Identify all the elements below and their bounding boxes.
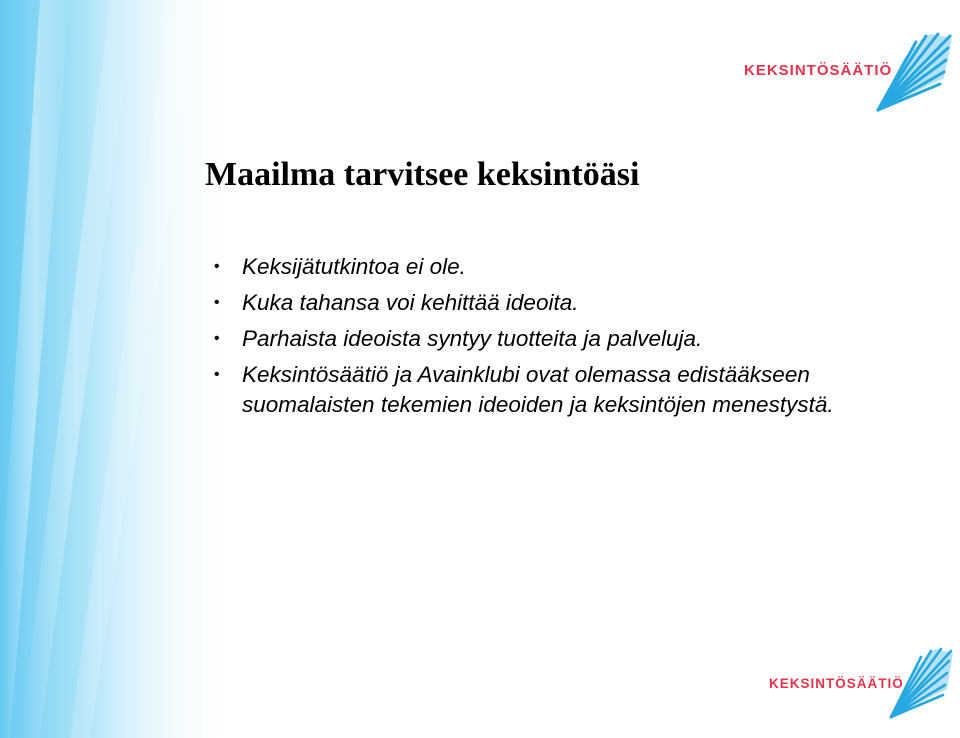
bullet-item <box>214 324 914 354</box>
bullet-item <box>214 288 914 318</box>
logo-wordmark: KEKSINTÖSÄÄTIÖ <box>769 676 904 691</box>
bullet-text: Keksijätutkintoa ei ole. <box>242 254 466 279</box>
bullet-symbol: • <box>214 330 220 347</box>
logo-wordmark: KEKSINTÖSÄÄTIÖ <box>744 62 893 79</box>
bullet-symbol: • <box>214 258 220 275</box>
decorative-blue-glow <box>0 0 240 738</box>
sunburst-icon <box>874 30 954 114</box>
bullet-text: Keksintösäätiö ja Avainklubi ovat olemassa edistääkseen suomalaisten tekemien ideoiden ja keksintöjen menestystä. <box>242 362 834 417</box>
bullet-item <box>214 252 914 282</box>
bullet-text: Parhaista ideoista syntyy tuotteita ja palveluja. <box>242 326 703 351</box>
logo-top <box>742 30 954 114</box>
slide-title: Maailma tarvitsee keksintöäsi <box>205 156 640 193</box>
bullet-item <box>214 360 914 420</box>
sunburst-icon <box>887 645 955 721</box>
bullet-symbol: • <box>214 366 220 383</box>
bullet-text: Kuka tahansa voi kehittää ideoita. <box>242 290 579 315</box>
bullet-symbol: • <box>214 294 220 311</box>
bullet-list <box>214 252 914 426</box>
logo-bottom <box>765 645 955 721</box>
